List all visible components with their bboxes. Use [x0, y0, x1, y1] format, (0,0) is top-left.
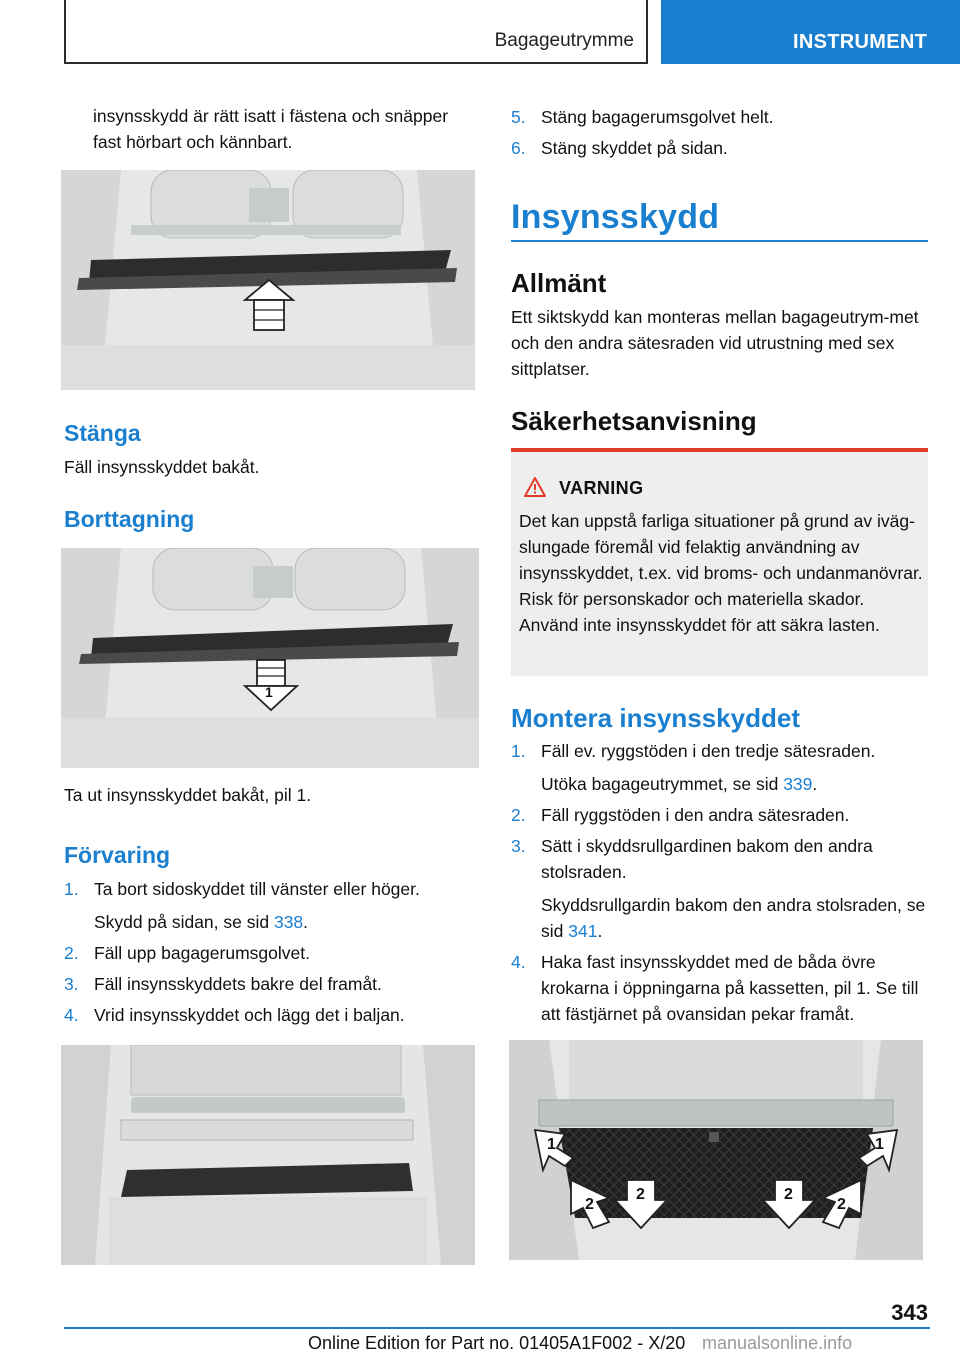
edition-text: Online Edition for Part no. 01405A1F002 - X/20: [308, 1333, 686, 1353]
heading-storage: Förvaring: [64, 842, 171, 868]
step-number: 5.: [511, 107, 526, 127]
step-number: 6.: [511, 138, 526, 158]
storage-steps: [64, 876, 484, 1033]
step-text: Vrid insynsskyddet och lägg det i baljan.: [94, 1005, 405, 1025]
heading-safety: Säkerhetsanvisning: [511, 406, 757, 436]
subnote-tail: .: [303, 912, 309, 932]
step-text: Fäll insynsskyddets bakre del framåt.: [94, 974, 382, 994]
footer-divider: [64, 1327, 930, 1329]
arrow-label-2: 2: [837, 1196, 846, 1213]
arrow-label-1: 1: [547, 1136, 556, 1153]
removal-text: Ta ut insynsskyddet bakåt, pil 1.: [64, 785, 312, 805]
step-text: Ta bort sidoskyddet till vänster eller höger.: [94, 879, 420, 899]
step-text: Fäll upp bagagerumsgolvet.: [94, 943, 310, 963]
mount-steps: [511, 738, 931, 1032]
figure-net-mount: [509, 1040, 923, 1260]
step-number: 2.: [64, 943, 79, 963]
arrow-label-1: 1: [875, 1136, 884, 1153]
watermark-text: manualsonline.info: [702, 1333, 853, 1353]
subnote-text: Utöka bagageutrymmet, se sid: [541, 774, 784, 794]
step-number: 3.: [64, 974, 79, 994]
figure-cover-close: [61, 170, 475, 390]
header-chapter-tab: [661, 0, 960, 64]
heading-removal: Borttagning: [64, 506, 195, 532]
step-number: 1.: [64, 879, 79, 899]
storage-step: [64, 940, 484, 966]
step-text: Haka fast insynsskyddet med de båda övre krokarna i öppningarna på kassetten, pil 1. Se till att fästjärnet på ovansidan pekar framåt.: [541, 952, 919, 1024]
storage-step: [64, 971, 484, 997]
warning-box: [511, 448, 928, 676]
step-subnote: [541, 892, 931, 944]
header-chapter-label: INSTRUMENT: [793, 31, 928, 53]
subnote-text: Skyddsrullgardin bakom den andra stolsraden, se sid: [541, 895, 926, 941]
general-text: Ett siktskydd kan monteras mellan bagageutrym-met och den andra sätesraden vid utrustning med sex sittplatser.: [511, 307, 919, 379]
storage-step: [64, 876, 484, 935]
step-text: Stäng skyddet på sidan.: [541, 138, 728, 158]
heading-general: Allmänt: [511, 268, 607, 298]
intro-line-2: fast hörbart och kännbart.: [93, 132, 293, 152]
header-section-label: Bagageutrymme: [494, 30, 634, 51]
closing-step: [511, 135, 931, 161]
mount-step: [511, 833, 931, 944]
intro-line-1: insynsskydd är rätt isatt i fästena och snäpper: [93, 106, 449, 126]
warning-text: Det kan uppstå farliga situationer på grund av ivägslungade föremål vid felaktig användning av insynsskyddet, t.ex. vid broms- och undanmanövrar. Risk för personskador och materiella skador. Använd inte insynsskyddet för att säkra lasten.: [519, 511, 923, 635]
arrow-label-2: 2: [636, 1186, 645, 1203]
mount-step: [511, 802, 931, 828]
heading-mount: Montera insynsskyddet: [511, 703, 800, 733]
closing-step: [511, 104, 931, 130]
arrow-label-1: 1: [265, 684, 273, 700]
subnote-text: Skydd på sidan, se sid: [94, 912, 274, 932]
mount-step: [511, 949, 931, 1027]
page-reference-link[interactable]: 339: [783, 774, 813, 794]
step-number: 2.: [511, 805, 526, 825]
page-reference-link[interactable]: 338: [273, 912, 304, 932]
header-section-tab: [64, 0, 648, 64]
step-text: Fäll ev. ryggstöden i den tredje sätesraden.: [541, 741, 876, 761]
step-subnote: [541, 771, 931, 797]
step-text: Sätt i skyddsrullgardinen bakom den andra stolsraden.: [541, 836, 873, 882]
subnote-tail: .: [812, 774, 818, 794]
mount-step: [511, 738, 931, 797]
arrow-label-2: 2: [784, 1186, 793, 1203]
step-text: Stäng bagagerumsgolvet helt.: [541, 107, 774, 127]
subnote-tail: .: [597, 921, 603, 941]
warning-triangle-icon: [523, 476, 547, 498]
storage-step: [64, 1002, 484, 1028]
step-subnote: [94, 909, 484, 935]
arrow-label-2: 2: [585, 1196, 594, 1213]
page-number: 343: [891, 1300, 928, 1325]
step-text: Fäll ryggstöden i den andra sätesraden.: [541, 805, 850, 825]
step-number: 4.: [511, 952, 526, 972]
step-number: 4.: [64, 1005, 79, 1025]
page-reference-link[interactable]: 341: [568, 921, 598, 941]
intro-paragraph: [93, 103, 493, 155]
page-title: Insynsskydd: [511, 198, 928, 242]
step-number: 1.: [511, 741, 526, 761]
step-number: 3.: [511, 836, 526, 856]
figure-cover-storage: [61, 1045, 475, 1265]
figure-cover-remove: [61, 548, 479, 768]
heading-close: Stänga: [64, 420, 141, 446]
close-text: Fäll insynsskyddet bakåt.: [64, 457, 260, 477]
closing-steps: [511, 104, 931, 166]
warning-title: VARNING: [559, 478, 644, 498]
